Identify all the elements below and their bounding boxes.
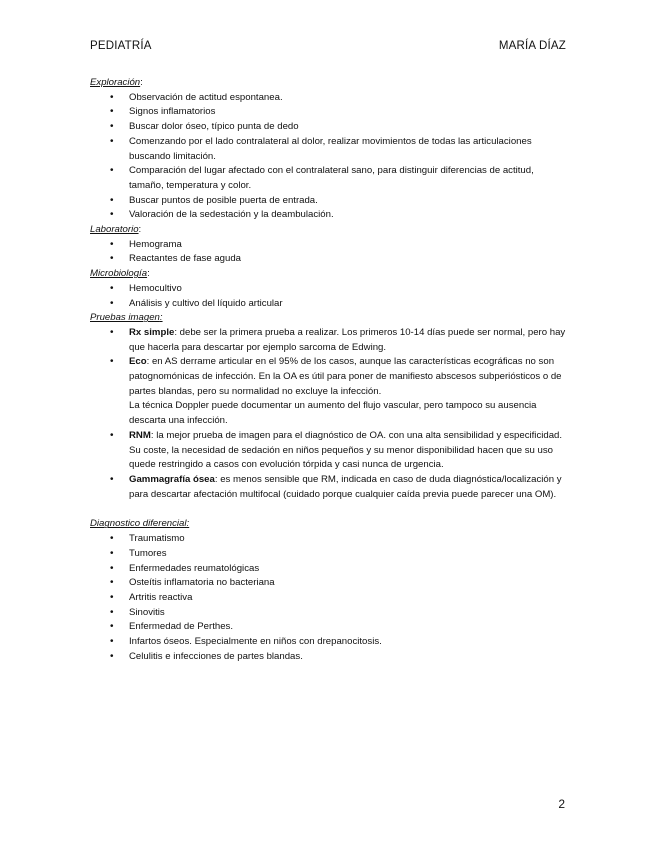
section-microbiologia-heading: Microbiología: bbox=[90, 268, 150, 280]
item-text: : debe ser la primera prueba a realizar. Los primeros 10-14 días puede ser normal, pero hay que hacerla para descartar por ejemplo sarcoma de Edwing. bbox=[129, 326, 566, 353]
microbiologia-list bbox=[90, 282, 566, 311]
list-item: • Celulitis e infecciones de partes blandas. bbox=[90, 650, 566, 665]
list-item: • Comenzando por el lado contralateral al dolor, realizar movimientos de todas las articulaciones buscando limitación. bbox=[90, 135, 566, 164]
section-exploracion-heading: Exploración: bbox=[90, 77, 143, 88]
list-item: • Sinovitis bbox=[90, 606, 566, 621]
list-item: • Hemocultivo bbox=[90, 282, 566, 297]
list-item: • Hemograma bbox=[90, 238, 566, 253]
item-text: : la mejor prueba de imagen para el diagnóstico de OA. con una alta sensibilidad y especificidad. Su coste, la necesidad de sedación en niños pequeños y su menor disponibilidad hacen que su uso quede restringido a casos con evolución tórpida y casi nunca de urgencia. bbox=[129, 429, 563, 471]
list-item bbox=[90, 473, 566, 502]
section-laboratorio-heading: Laboratorio: bbox=[90, 224, 142, 236]
diagnostico-list bbox=[90, 532, 566, 664]
header-left: PEDIATRÍA bbox=[90, 40, 152, 52]
list-item: • Osteítis inflamatoria no bacteriana bbox=[90, 576, 566, 591]
item-label: Gammagrafía ósea bbox=[129, 473, 215, 485]
section-diagnostico-heading: Diagnostico diferencial: bbox=[90, 518, 190, 530]
list-item: • Observación de actitud espontanea. bbox=[90, 91, 566, 106]
laboratorio-list bbox=[90, 238, 566, 267]
list-item: • Traumatismo bbox=[90, 532, 566, 547]
list-item: • Enfermedad de Perthes. bbox=[90, 620, 566, 635]
list-item: • Signos inflamatorios bbox=[90, 105, 566, 120]
list-item: • Análisis y cultivo del líquido articular bbox=[90, 297, 566, 312]
list-item bbox=[90, 355, 566, 429]
item-label: RNM bbox=[129, 429, 151, 441]
pruebas-list bbox=[90, 326, 566, 502]
list-item: • Infartos óseos. Especialmente en niños con drepanocitosis. bbox=[90, 635, 566, 650]
list-item bbox=[90, 326, 566, 355]
item-text-extra: La técnica Doppler puede documentar un aumento del flujo vascular, pero tampoco su ausencia descarta una infección. bbox=[129, 400, 537, 427]
spacer bbox=[90, 502, 566, 517]
list-item: • Buscar puntos de posible puerta de entrada. bbox=[90, 194, 566, 209]
list-item bbox=[90, 429, 566, 473]
header-right: MARÍA DÍAZ bbox=[498, 40, 566, 52]
item-label: Rx simple bbox=[129, 326, 175, 338]
list-item: • Reactantes de fase aguda bbox=[90, 252, 566, 267]
list-item: • Enfermedades reumatológicas bbox=[90, 562, 566, 577]
list-item: • Buscar dolor óseo, típico punta de dedo bbox=[90, 120, 566, 135]
exploracion-list bbox=[90, 91, 566, 223]
page-number: 2 bbox=[558, 797, 565, 811]
item-label: Eco bbox=[129, 356, 147, 368]
list-item: • Comparación del lugar afectado con el contralateral sano, para distinguir diferencias de actitud, tamaño, temperatura y color. bbox=[90, 164, 566, 193]
list-item: • Valoración de la sedestación y la deambulación. bbox=[90, 208, 566, 223]
item-text: : es menos sensible que RM, indicada en caso de duda diagnóstica/localización y para descartar afectación multifocal (cuidado porque cualquier caída previa puede parecer una OM). bbox=[129, 473, 562, 500]
document-body bbox=[90, 76, 566, 664]
section-pruebas-heading: Pruebas imagen: bbox=[90, 312, 163, 324]
list-item: • Artritis reactiva bbox=[90, 591, 566, 606]
list-item: • Tumores bbox=[90, 547, 566, 562]
item-text: : en AS derrame articular en el 95% de los casos, aunque las características ecográficas no son patognomónicas de infección. En la OA es útil para poner de manifiesto abscesos subperiósticos o de partes blandas, pero su normalidad no excluye la infección. bbox=[129, 356, 562, 397]
